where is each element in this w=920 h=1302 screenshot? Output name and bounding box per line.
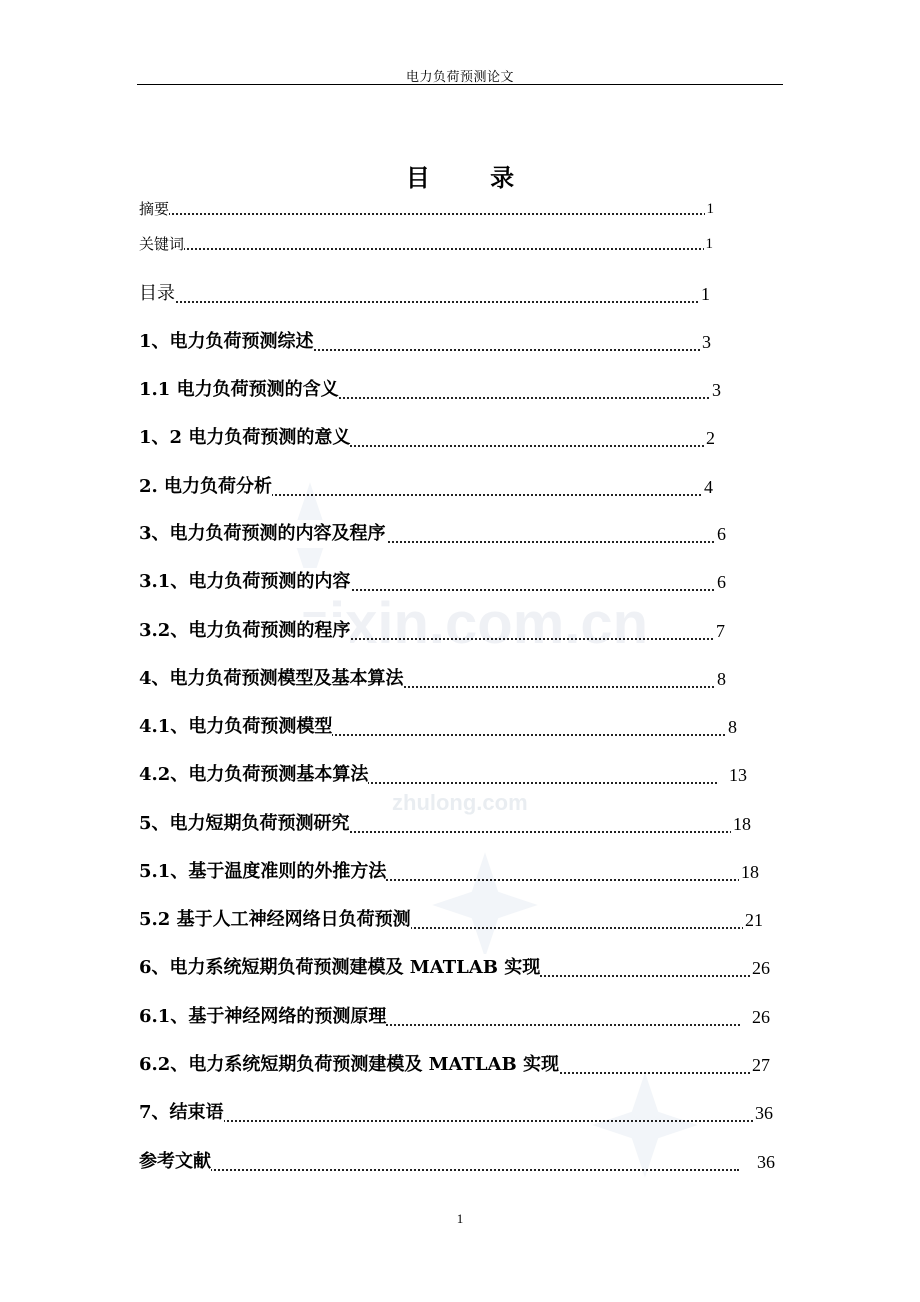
toc-entry[interactable] bbox=[139, 665, 726, 693]
toc-entry[interactable] bbox=[139, 617, 725, 645]
toc-entry-page: 36 bbox=[753, 1099, 773, 1127]
toc-entry-page: 6 bbox=[715, 520, 726, 548]
toc-entry-label: 3、电力负荷预测的内容及程序 bbox=[139, 520, 386, 548]
toc-entry[interactable] bbox=[139, 568, 726, 596]
toc-leader bbox=[139, 301, 710, 303]
toc-entry-page: 18 bbox=[739, 858, 759, 886]
toc-entry-label: 6.1、基于神经网络的预测原理 bbox=[139, 1003, 386, 1031]
toc-entry[interactable] bbox=[139, 280, 710, 308]
toc-entry-label: 1、电力负荷预测综述 bbox=[139, 328, 314, 356]
toc-entry-page: 26 bbox=[750, 954, 770, 982]
toc-entry[interactable] bbox=[139, 1099, 773, 1127]
toc-entry[interactable] bbox=[139, 233, 713, 255]
toc-entry-label: 6、电力系统短期负荷预测建模及 MATLAB 实现 bbox=[139, 954, 540, 982]
toc-entry-page: 4 bbox=[702, 473, 713, 501]
toc-entry-label: 5.2 基于人工神经网络日负荷预测 bbox=[139, 906, 411, 934]
toc-entry-page: 13 bbox=[727, 761, 747, 789]
toc-entry-label: 4、电力负荷预测模型及基本算法 bbox=[139, 665, 404, 693]
toc-entry-page: 18 bbox=[731, 810, 751, 838]
toc-entry[interactable] bbox=[139, 906, 763, 934]
toc-entry-page: 7 bbox=[714, 617, 725, 645]
watermark-site2: zhulong.com bbox=[392, 790, 528, 815]
toc-entry[interactable] bbox=[139, 328, 711, 356]
toc-entry-page: 21 bbox=[743, 906, 763, 934]
toc-entry-label: 1、2 电力负荷预测的意义 bbox=[139, 424, 350, 452]
toc-leader bbox=[139, 1169, 739, 1171]
toc-entry-label: 1.1 电力负荷预测的含义 bbox=[139, 376, 339, 404]
toc-entry-label: 3.2、电力负荷预测的程序 bbox=[139, 617, 350, 645]
toc-entry-label: 2. 电力负荷分析 bbox=[139, 473, 272, 501]
toc-entry[interactable] bbox=[139, 520, 726, 548]
toc-entry-label: 4.2、电力负荷预测基本算法 bbox=[139, 761, 368, 789]
toc-entry-label: 7、结束语 bbox=[139, 1099, 224, 1127]
toc-entry-page: 1 bbox=[699, 280, 710, 308]
toc-entry[interactable] bbox=[139, 713, 737, 741]
toc-entry-label: 6.2、电力系统短期负荷预测建模及 MATLAB 实现 bbox=[139, 1051, 559, 1079]
toc-entry-page: 36 bbox=[755, 1148, 775, 1176]
toc-entry-page: 26 bbox=[750, 1003, 770, 1031]
toc-entry-page: 1 bbox=[704, 233, 714, 255]
watermark-site: zixin.com.cn bbox=[300, 591, 649, 656]
toc-entry-page: 3 bbox=[710, 376, 721, 404]
toc-entry[interactable] bbox=[139, 424, 715, 452]
page-number: 1 bbox=[456, 1211, 464, 1226]
toc-entry-page: 8 bbox=[715, 665, 726, 693]
toc-entry-page: 8 bbox=[726, 713, 737, 741]
toc-entry-label: 关键词 bbox=[139, 235, 185, 253]
toc-entry-label: 参考文献 bbox=[139, 1148, 211, 1176]
toc-entry-label: 目录 bbox=[139, 280, 175, 308]
toc-leader bbox=[139, 248, 713, 250]
running-header: 电力负荷预测论文 bbox=[405, 70, 514, 85]
toc-entry-label: 3.1、电力负荷预测的内容 bbox=[139, 568, 350, 596]
toc-entry[interactable] bbox=[139, 473, 713, 501]
toc-entry[interactable] bbox=[139, 1003, 770, 1031]
toc-entry[interactable] bbox=[139, 810, 751, 838]
toc-entry[interactable] bbox=[139, 858, 759, 886]
toc-title: 目 录 bbox=[405, 163, 541, 192]
toc-entry-label: 5.1、基于温度准则的外推方法 bbox=[139, 858, 386, 886]
toc-entry-page: 2 bbox=[704, 424, 715, 452]
toc-entry[interactable] bbox=[139, 376, 721, 404]
toc-entry-label: 4.1、电力负荷预测模型 bbox=[139, 713, 332, 741]
toc-leader bbox=[139, 1120, 773, 1122]
toc-entry-page: 27 bbox=[750, 1051, 770, 1079]
header-rule bbox=[137, 84, 783, 85]
toc-entry-label: 5、电力短期负荷预测研究 bbox=[139, 810, 350, 838]
toc-entry-page: 1 bbox=[705, 198, 715, 220]
toc-entry-label: 摘要 bbox=[139, 200, 170, 218]
toc-entry-page: 6 bbox=[715, 568, 726, 596]
toc-entry[interactable] bbox=[139, 1051, 770, 1079]
toc-entry[interactable] bbox=[139, 761, 747, 789]
toc-entry[interactable] bbox=[139, 1148, 775, 1176]
toc-leader bbox=[139, 213, 714, 215]
toc-entry[interactable] bbox=[139, 954, 770, 982]
toc-entry[interactable] bbox=[139, 198, 714, 220]
toc-entry-page: 3 bbox=[700, 328, 711, 356]
